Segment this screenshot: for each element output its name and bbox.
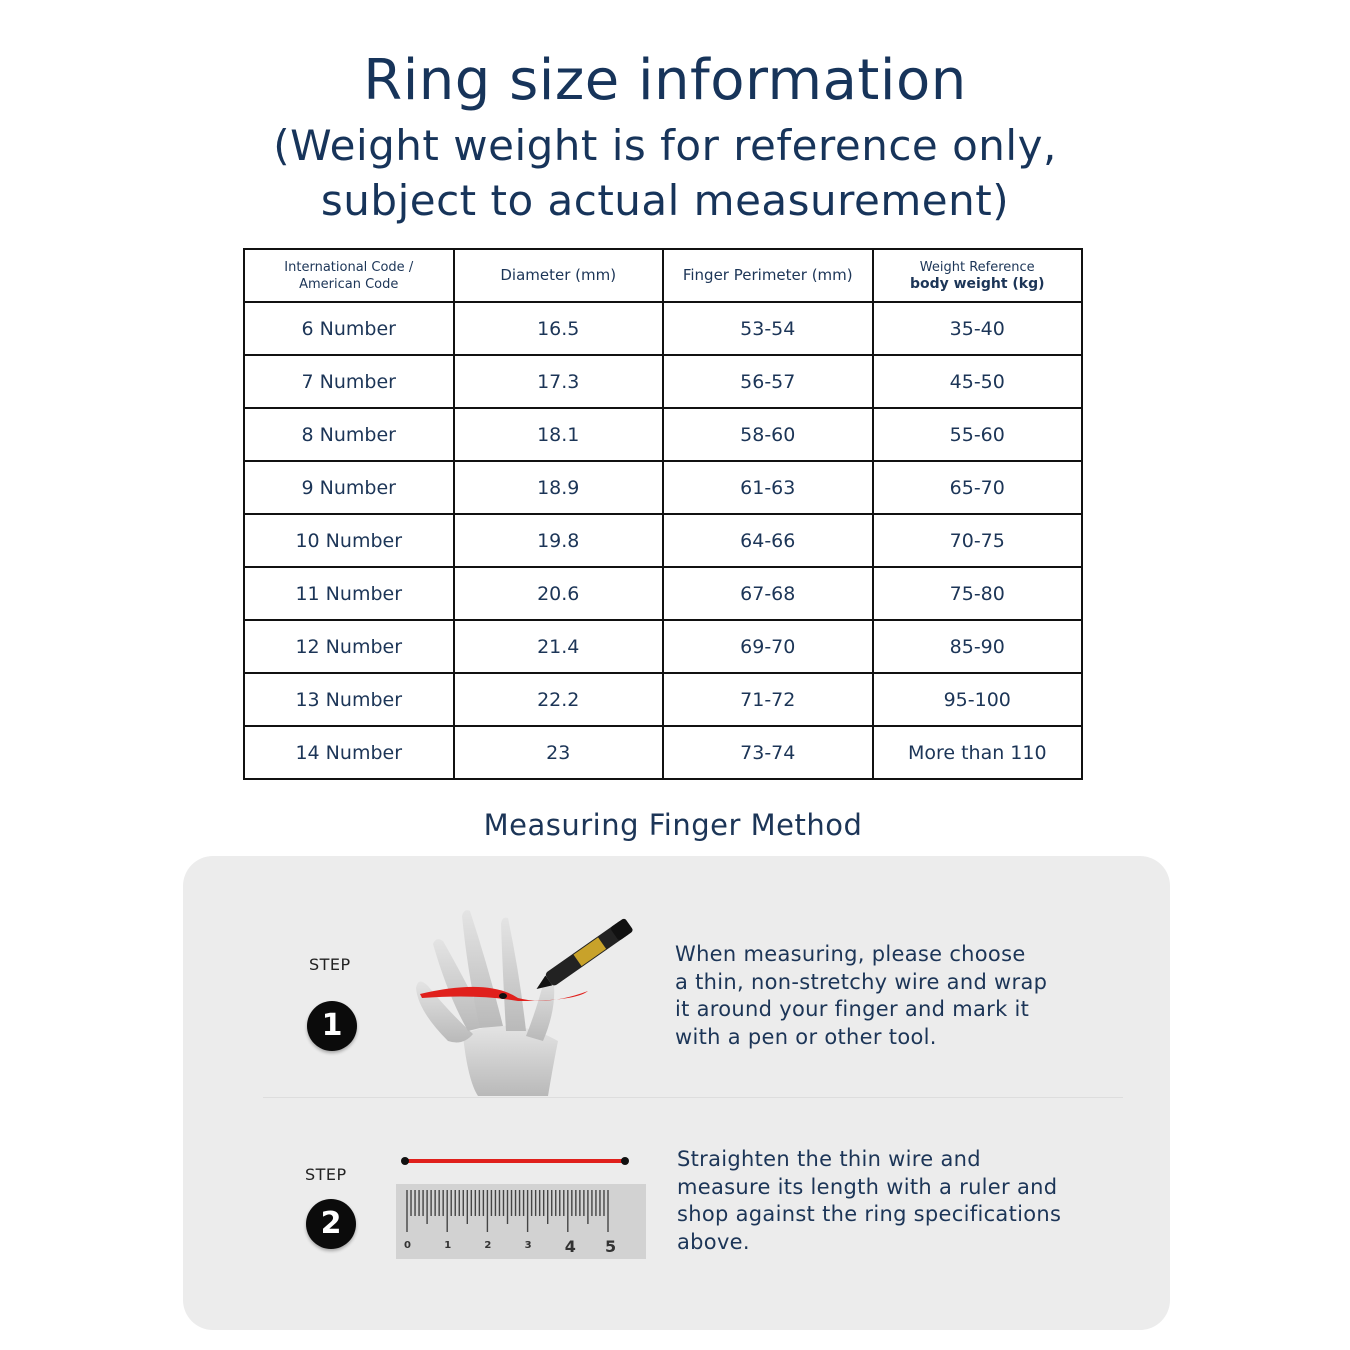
header-weight-line-1: Weight Reference — [919, 259, 1035, 275]
cell-diameter: 19.8 — [454, 514, 664, 567]
ruler-with-wire-icon — [393, 1152, 653, 1262]
subtitle-line-2: subject to actual measurement) — [320, 176, 1010, 225]
cell-code: 13 Number — [244, 673, 454, 726]
cell-perimeter: 67-68 — [663, 567, 873, 620]
ruler-mark-label: 2 — [484, 1240, 492, 1251]
cell-diameter: 17.3 — [454, 355, 664, 408]
step-1-text-line: a thin, non-stretchy wire and wrap — [675, 969, 1048, 994]
cell-code: 12 Number — [244, 620, 454, 673]
header-weight — [873, 249, 1083, 302]
table-row — [244, 726, 1082, 779]
step-2-text-line: above. — [677, 1229, 750, 1254]
cell-perimeter: 61-63 — [663, 461, 873, 514]
step-1-text-line: with a pen or other tool. — [675, 1024, 937, 1049]
table-row — [244, 302, 1082, 355]
cell-weight: 45-50 — [873, 355, 1083, 408]
table-row — [244, 514, 1082, 567]
table-row — [244, 567, 1082, 620]
header-code-line-1: International Code / — [284, 259, 414, 275]
subtitle-line-1: (Weight weight is for reference only, — [273, 121, 1057, 170]
cell-perimeter: 64-66 — [663, 514, 873, 567]
step-2-text-line: measure its length with a ruler and — [677, 1174, 1058, 1199]
step-2-text-line: Straighten the thin wire and — [677, 1147, 981, 1171]
cell-weight: 95-100 — [873, 673, 1083, 726]
cell-weight: 75-80 — [873, 567, 1083, 620]
table-row — [244, 408, 1082, 461]
step-2-label: STEP — [305, 1165, 347, 1184]
cell-weight: 70-75 — [873, 514, 1083, 567]
cell-perimeter: 53-54 — [663, 302, 873, 355]
step-1-text-line: it around your finger and mark it — [675, 997, 1030, 1021]
step-divider — [263, 1097, 1123, 1098]
header-code — [244, 249, 454, 302]
hand-with-wire-and-pen-icon — [408, 906, 658, 1101]
cell-weight: 65-70 — [873, 461, 1083, 514]
cell-code: 10 Number — [244, 514, 454, 567]
page-subtitle — [0, 118, 1330, 228]
cell-code: 11 Number — [244, 567, 454, 620]
ruler-mark-label: 1 — [444, 1240, 452, 1251]
cell-diameter: 21.4 — [454, 620, 664, 673]
cell-code: 14 Number — [244, 726, 454, 779]
step-1-number-icon: 1 — [307, 1001, 357, 1051]
step-1-label: STEP — [309, 955, 351, 974]
cell-code: 7 Number — [244, 355, 454, 408]
ruler-mark-label: 0 — [404, 1240, 411, 1251]
table-row — [244, 673, 1082, 726]
step-1-text — [675, 941, 1047, 1051]
table-body — [244, 302, 1082, 779]
cell-diameter: 22.2 — [454, 673, 664, 726]
step-2-number-icon: 2 — [306, 1199, 356, 1249]
header-weight-line-2: body weight (kg) — [909, 275, 1045, 292]
cell-code: 8 Number — [244, 408, 454, 461]
step-1-text-line: When measuring, please choose — [675, 942, 1026, 966]
table-header-row — [244, 249, 1082, 302]
table-row — [244, 355, 1082, 408]
cell-diameter: 18.1 — [454, 408, 664, 461]
cell-code: 9 Number — [244, 461, 454, 514]
ruler-mark-label: 3 — [524, 1240, 532, 1251]
cell-perimeter: 56-57 — [663, 355, 873, 408]
cell-perimeter: 69-70 — [663, 620, 873, 673]
cell-weight: 35-40 — [873, 302, 1083, 355]
cell-diameter: 23 — [454, 726, 664, 779]
cell-weight: 85-90 — [873, 620, 1083, 673]
cell-diameter: 18.9 — [454, 461, 664, 514]
cell-diameter: 20.6 — [454, 567, 664, 620]
cell-weight: More than 110 — [873, 726, 1083, 779]
ring-size-table — [243, 248, 1083, 780]
step-2-text-line: shop against the ring specifications — [677, 1202, 1062, 1226]
header-perimeter: Finger Perimeter (mm) — [663, 249, 873, 302]
table-row — [244, 461, 1082, 514]
step-2-text — [677, 1146, 1061, 1256]
header-code-line-2: American Code — [299, 276, 399, 292]
page-title: Ring size information — [363, 48, 967, 113]
method-title: Measuring Finger Method — [483, 808, 863, 842]
cell-perimeter: 58-60 — [663, 408, 873, 461]
cell-weight: 55-60 — [873, 408, 1083, 461]
table-row — [244, 620, 1082, 673]
header-diameter: Diameter (mm) — [454, 249, 664, 302]
ruler-mark-label: 4 — [564, 1237, 576, 1256]
cell-diameter: 16.5 — [454, 302, 664, 355]
method-panel — [183, 856, 1170, 1330]
cell-perimeter: 73-74 — [663, 726, 873, 779]
cell-code: 6 Number — [244, 302, 454, 355]
cell-perimeter: 71-72 — [663, 673, 873, 726]
ruler-mark-label: 5 — [605, 1237, 617, 1256]
